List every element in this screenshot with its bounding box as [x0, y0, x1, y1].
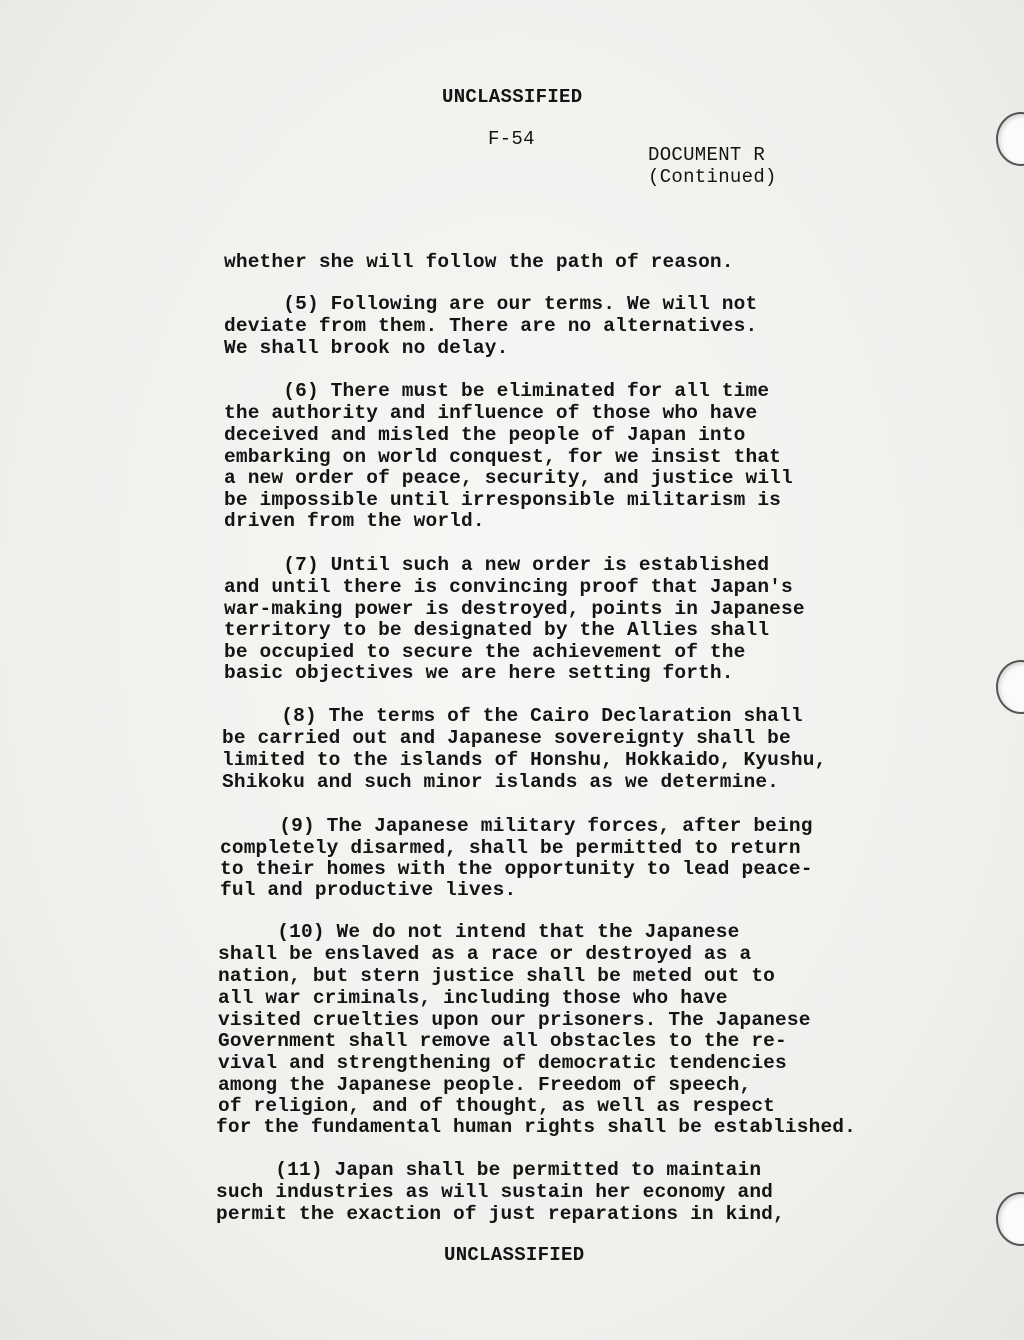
classification-footer: UNCLASSIFIED [444, 1244, 585, 1266]
body-line: Government shall remove all obstacles to the re- [218, 1030, 787, 1052]
body-line: permit the exaction of just reparations in kind, [216, 1203, 785, 1225]
page-number: F-54 [488, 128, 535, 150]
body-line: deviate from them. There are no alternatives. [224, 315, 758, 337]
body-line: ful and productive lives. [220, 879, 517, 901]
body-line: (8) The terms of the Cairo Declaration shall [222, 705, 803, 727]
body-line: vival and strengthening of democratic tendencies [218, 1052, 787, 1074]
body-line: shall be enslaved as a race or destroyed as a [218, 943, 752, 965]
punch-hole-top [996, 112, 1024, 166]
body-line: territory to be designated by the Allies shall [224, 619, 770, 641]
body-line: (10) We do not intend that the Japanese [218, 921, 740, 943]
body-line: whether she will follow the path of reason. [224, 251, 734, 273]
body-line: be carried out and Japanese sovereignty shall be [222, 727, 791, 749]
body-line: nation, but stern justice shall be meted out to [218, 965, 776, 987]
body-line: We shall brook no delay. [224, 337, 509, 359]
document-continued: (Continued) [648, 166, 777, 188]
body-line: such industries as will sustain her economy and [216, 1181, 774, 1203]
classification-header: UNCLASSIFIED [442, 86, 583, 108]
body-line: basic objectives we are here setting forth. [224, 662, 734, 684]
body-line: the authority and influence of those who have [224, 402, 758, 424]
body-line: completely disarmed, shall be permitted to return [220, 837, 801, 859]
body-line: visited cruelties upon our prisoners. The Japanese [218, 1009, 811, 1031]
body-line: be occupied to secure the achievement of the [224, 641, 746, 663]
body-line: to their homes with the opportunity to lead peace- [220, 858, 813, 880]
body-line: Shikoku and such minor islands as we determine. [222, 771, 780, 793]
body-line: (7) Until such a new order is established [224, 554, 770, 576]
body-line: war-making power is destroyed, points in Japanese [224, 598, 805, 620]
body-line: of religion, and of thought, as well as respect [218, 1095, 776, 1117]
body-line: limited to the islands of Honshu, Hokkaido, Kyushu, [222, 749, 827, 771]
body-line: all war criminals, including those who have [218, 987, 728, 1009]
body-line: (9) The Japanese military forces, after being [220, 815, 813, 837]
document-label: DOCUMENT R [648, 144, 766, 166]
body-line: deceived and misled the people of Japan into [224, 424, 746, 446]
body-line: embarking on world conquest, for we insist that [224, 446, 782, 468]
punch-hole-bottom [996, 1192, 1024, 1246]
body-line: (11) Japan shall be permitted to maintain [216, 1159, 762, 1181]
body-line: among the Japanese people. Freedom of speech, [218, 1074, 752, 1096]
body-line: driven from the world. [224, 510, 485, 532]
body-line: be impossible until irresponsible militarism is [224, 489, 782, 511]
body-line: a new order of peace, security, and justice will [224, 467, 793, 489]
body-line: for the fundamental human rights shall be established. [216, 1116, 857, 1138]
body-line: (6) There must be eliminated for all time [224, 380, 770, 402]
body-line: (5) Following are our terms. We will not [224, 293, 758, 315]
body-line: and until there is convincing proof that Japan's [224, 576, 793, 598]
punch-hole-middle [996, 660, 1024, 714]
